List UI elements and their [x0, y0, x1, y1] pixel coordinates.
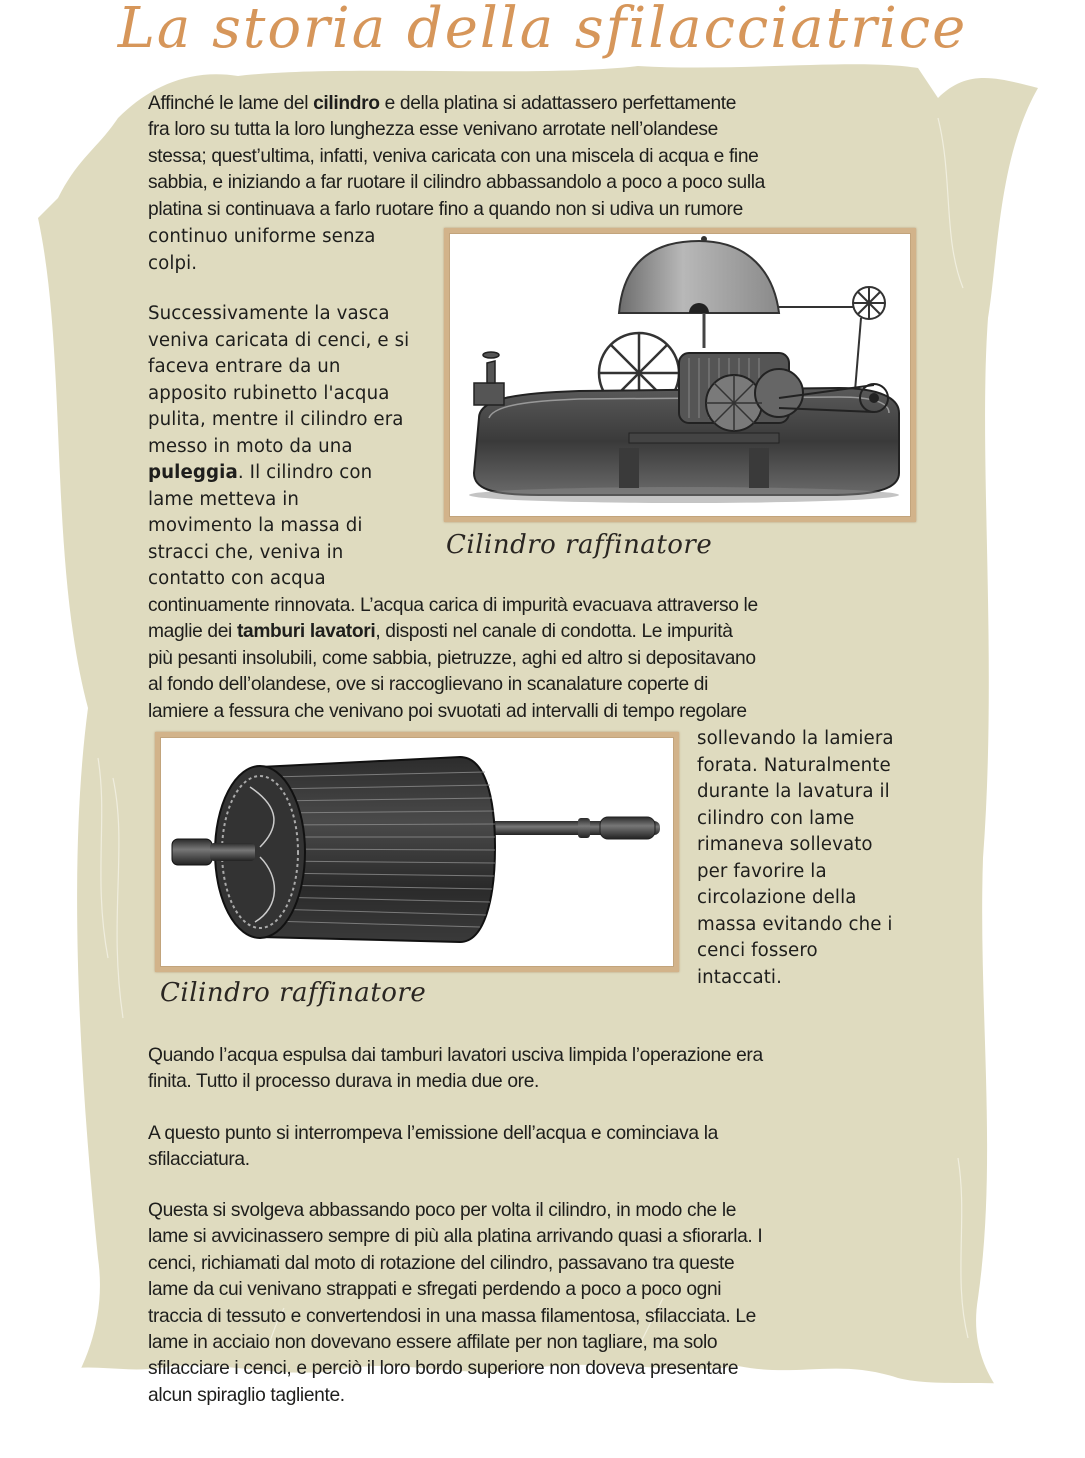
keyword-tamburi-lavatori: tamburi lavatori [236, 621, 376, 643]
text-line: Quando l’acqua espulsa dai tamburi lavatori usciva limpida l’operazione era [148, 1045, 763, 1066]
text-line: Affinché le lame del cilindro e della platina si adattassero perfettamente [148, 93, 737, 114]
text-line: finita. Tutto il processo durava in media due ore. [148, 1071, 539, 1093]
text-line: messo in moto da una [148, 435, 353, 457]
figure-hollander-beater [444, 228, 916, 522]
text-line: lamiere a fessura che venivano poi svuotati ad intervalli di tempo regolare [148, 700, 747, 722]
text-line: massa evitando che i [697, 913, 893, 935]
text-line: lame metteva in [148, 488, 300, 510]
text-line: sfilacciatura. [148, 1149, 250, 1171]
text-line: sabbia, e iniziando a far ruotare il cilindro abbassandolo a poco a poco sulla [148, 172, 765, 194]
text-line: faceva entrare da un [148, 356, 341, 377]
text-line: Questa si svolgeva abbassando poco per volta il cilindro, in modo che le [148, 1200, 737, 1221]
intro-paragraph [148, 91, 765, 223]
figure-beater-roll [155, 732, 679, 972]
text-line: al fondo dell’olandese, ove si raccoglievano in scanalature coperte di [148, 674, 709, 696]
text-line: movimento la massa di [148, 515, 363, 536]
vasca-paragraph [148, 301, 409, 593]
text-line: platina si continuava a farlo ruotare fino a quando non si udiva un rumore [148, 198, 743, 220]
keyword-cilindro: cilindro [313, 93, 380, 114]
text-line: cilindro con lame [697, 807, 855, 829]
text-line: apposito rubinetto l'acqua [148, 382, 390, 404]
text-line: durante la lavatura il [697, 781, 890, 802]
inizio-sfilacciatura-paragraph [148, 1121, 718, 1174]
text-line: cenci fossero [697, 940, 818, 961]
text-line: lame in acciaio non dovevano essere affilate per non tagliare, ma solo [148, 1332, 718, 1354]
beater-roll-illustration [160, 737, 674, 967]
lamiera-paragraph [697, 726, 894, 991]
text-line: A questo punto si interrompeva l’emissione dell’acqua e cominciava la [148, 1123, 718, 1144]
text-line: lame si avvicinassero sempre di più alla platina arrivando quasi a sfiorarla. I [148, 1226, 763, 1248]
intro-paragraph-tail [148, 224, 375, 277]
text-line: contatto con acqua [148, 568, 326, 589]
text-line: maglie dei tamburi lavatori, disposti nel canale di condotta. Le impurità [148, 621, 733, 643]
text-line: alcun spiraglio tagliente. [148, 1384, 345, 1406]
text-line: stessa; quest’ultima, infatti, veniva caricata con una miscela di acqua e fine [148, 145, 759, 167]
fine-lavaggio-paragraph [148, 1043, 763, 1096]
text-line: stracci che, veniva in [148, 541, 344, 563]
text-line: pulita, mentre il cilindro era [148, 409, 404, 430]
figure-caption: Cilindro raffinatore [160, 978, 427, 1008]
text-line: sfilacciare i cenci, e perciò il loro bordo superiore non doveva presentare [148, 1358, 739, 1380]
hollander-beater-illustration [449, 233, 911, 517]
text-line: veniva caricata di cenci, e si [148, 329, 410, 351]
figure-caption: Cilindro raffinatore [446, 530, 713, 560]
text-line: lame da cui venivano strappati e sfregati perdendo a poco a poco ogni [148, 1279, 722, 1301]
text-line: circolazione della [697, 887, 857, 908]
text-line: continuamente rinnovata. L’acqua carica di impurità evacuava attraverso le [148, 595, 758, 616]
keyword-puleggia: puleggia [148, 462, 238, 483]
text-line: forata. Naturalmente [697, 754, 891, 776]
text-line: fra loro su tutta la loro lunghezza esse venivano arrotate nell’olandese [148, 119, 718, 141]
text-line: traccia di tessuto e convertendosi in una massa filamentosa, sfilacciata. Le [148, 1305, 756, 1327]
text-line: sollevando la lamiera [697, 728, 894, 749]
sfilacciatura-paragraph [148, 1198, 762, 1409]
text-line: per favorire la [697, 860, 827, 882]
text-line: rimaneva sollevato [697, 834, 873, 855]
page-title: La storia della sfilacciatrice [117, 0, 968, 61]
lavaggio-paragraph [148, 593, 758, 725]
text-line: più pesanti insolubili, come sabbia, pietruzze, aghi ed altro si depositavano [148, 647, 756, 669]
text-line: puleggia. Il cilindro con [148, 462, 373, 483]
text-line: Successivamente la vasca [148, 303, 390, 324]
text-line: cenci, richiamati dal moto di rotazione del cilindro, passavano tra queste [148, 1252, 735, 1274]
text-line: colpi. [148, 252, 198, 274]
text-line: intaccati. [697, 966, 782, 988]
text-line: continuo uniforme senza [148, 226, 376, 247]
